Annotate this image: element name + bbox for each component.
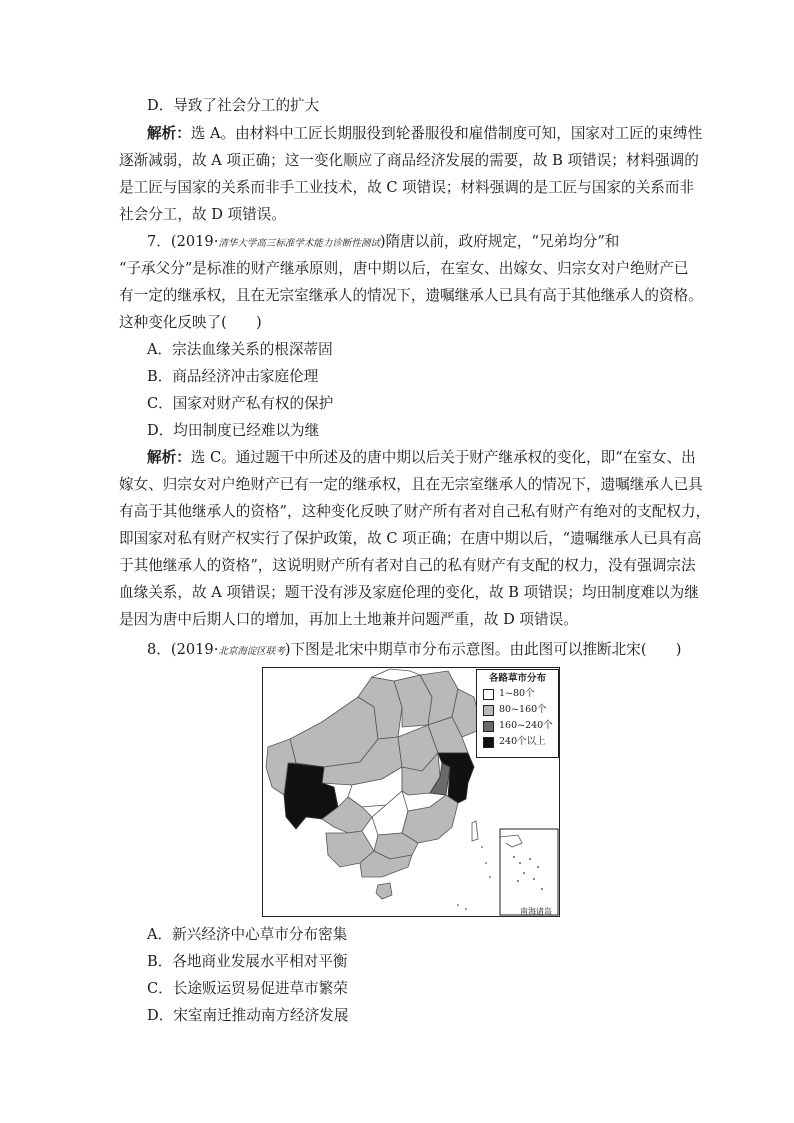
q7-analysis-line-2: 嫁女、归宗女对户绝财产已有一定的继承权，且在无宗室继承人的情况下，遗嘱继承人已具 — [119, 476, 703, 493]
q8-stem — [147, 640, 681, 662]
q7-analysis-line-1 — [147, 448, 696, 468]
prev-analysis-line-1 — [147, 124, 702, 144]
q7-analysis-line-6: 血缘关系，故 A 项错误；题干没有涉及家庭伦理的变化，故 B 项错误；均田制度难以为继 — [119, 584, 699, 601]
legend-label-4: 240个以上 — [499, 736, 546, 747]
legend-row — [483, 734, 558, 750]
legend-swatch-4 — [483, 737, 494, 748]
map-legend — [476, 669, 559, 758]
legend-row — [483, 702, 558, 718]
q8-option-d: D．宋室南迁推动南方经济发展 — [147, 1007, 349, 1024]
legend-label-1: 1~80个 — [499, 688, 535, 699]
legend-label-3: 160~240个 — [499, 720, 553, 731]
q8-option-c: C．长途贩运贸易促进草市繁荣 — [147, 980, 348, 997]
q7-stem-line-2: “子承父分”是标准的财产继承原则，唐中期以后，在室女、出嫁女、归宗女对户绝财产已 — [119, 260, 689, 277]
legend-swatch-2 — [483, 705, 494, 716]
q7-analysis-line-7: 是因为唐中后期人口的增加，再加上土地兼并问题严重，故 D 项错误。 — [119, 611, 578, 628]
q8-option-b: B．各地商业发展水平相对平衡 — [147, 953, 348, 970]
prev-analysis-line-4: 社会分工，故 D 项错误。 — [119, 206, 286, 223]
q7-source: 清华大学高三标准学术能力诊断性测试 — [218, 238, 380, 249]
q8-option-a: A．新兴经济中心草市分布密集 — [147, 926, 348, 943]
q7-analysis-label: 解析： — [147, 449, 191, 466]
analysis-label: 解析： — [147, 125, 191, 142]
q8-stem-text: )下图是北宋中期草市分布示意图。由此图可以推断北宋( ) — [284, 641, 682, 658]
legend-swatch-3 — [483, 721, 494, 732]
q7-analysis-line-5: 于其他继承人的资格”，这说明财产所有者对自己的私有财产有支配的权力，没有强调宗法 — [119, 557, 696, 574]
q7-option-c: C．国家对财产私有权的保护 — [147, 395, 334, 412]
q8-number: 8．(2019· — [147, 641, 219, 658]
q7-analysis-line-4: 即国家对私有财产权实行了保护政策，故 C 项正确；在唐中期以后，“遗嘱继承人已具有高 — [119, 530, 702, 547]
legend-row — [483, 718, 558, 734]
q8-source: 北京海淀区联考 — [218, 646, 285, 657]
q7-analysis-text: 选 C。通过题干中所述及的唐中期以后关于财产继承权的变化，即“在室女、出 — [190, 449, 696, 466]
legend-title: 各路草市分布 — [488, 673, 546, 684]
prev-option-d: D．导致了社会分工的扩大 — [147, 97, 320, 114]
prev-analysis-line-2: 逐渐减弱，故 A 项正确；这一变化顺应了商品经济发展的需要，故 B 项错误；材料强调的 — [119, 152, 699, 169]
q7-option-b: B．商品经济冲击家庭伦理 — [147, 368, 319, 385]
legend-swatch-1 — [483, 689, 494, 700]
q7-stem-line-4: 这种变化反映了( ) — [119, 314, 262, 331]
analysis-text: 选 A。由材料中工匠长期服役到轮番服役和雇借制度可知，国家对工匠的束缚性 — [190, 125, 703, 142]
q7-number: 7．(2019· — [147, 233, 219, 250]
prev-analysis-line-3: 是工匠与国家的关系而非手工业技术，故 C 项错误；材料强调的是工匠与国家的关系而非 — [119, 179, 695, 196]
q7-stem-text: )隋唐以前，政府规定，“兄弟均分”和 — [379, 233, 620, 250]
q7-stem-line-3: 有一定的继承权，且在无宗室继承人的情况下，遗嘱继承人已具有高于其他继承人的资格。 — [119, 287, 703, 304]
q7-analysis-line-3: 有高于其他继承人的资格”，这种变化反映了财产所有者对自己私有财产有绝对的支配权力， — [119, 503, 711, 520]
legend-label-2: 80~160个 — [499, 704, 547, 715]
q7-option-a: A．宗法血缘关系的根深蒂固 — [147, 341, 333, 358]
q7-stem-line-1 — [147, 232, 619, 254]
inset-label: 南海诸岛 — [520, 907, 552, 916]
legend-row — [483, 686, 558, 702]
q7-option-d: D．均田制度已经难以为继 — [147, 422, 320, 439]
